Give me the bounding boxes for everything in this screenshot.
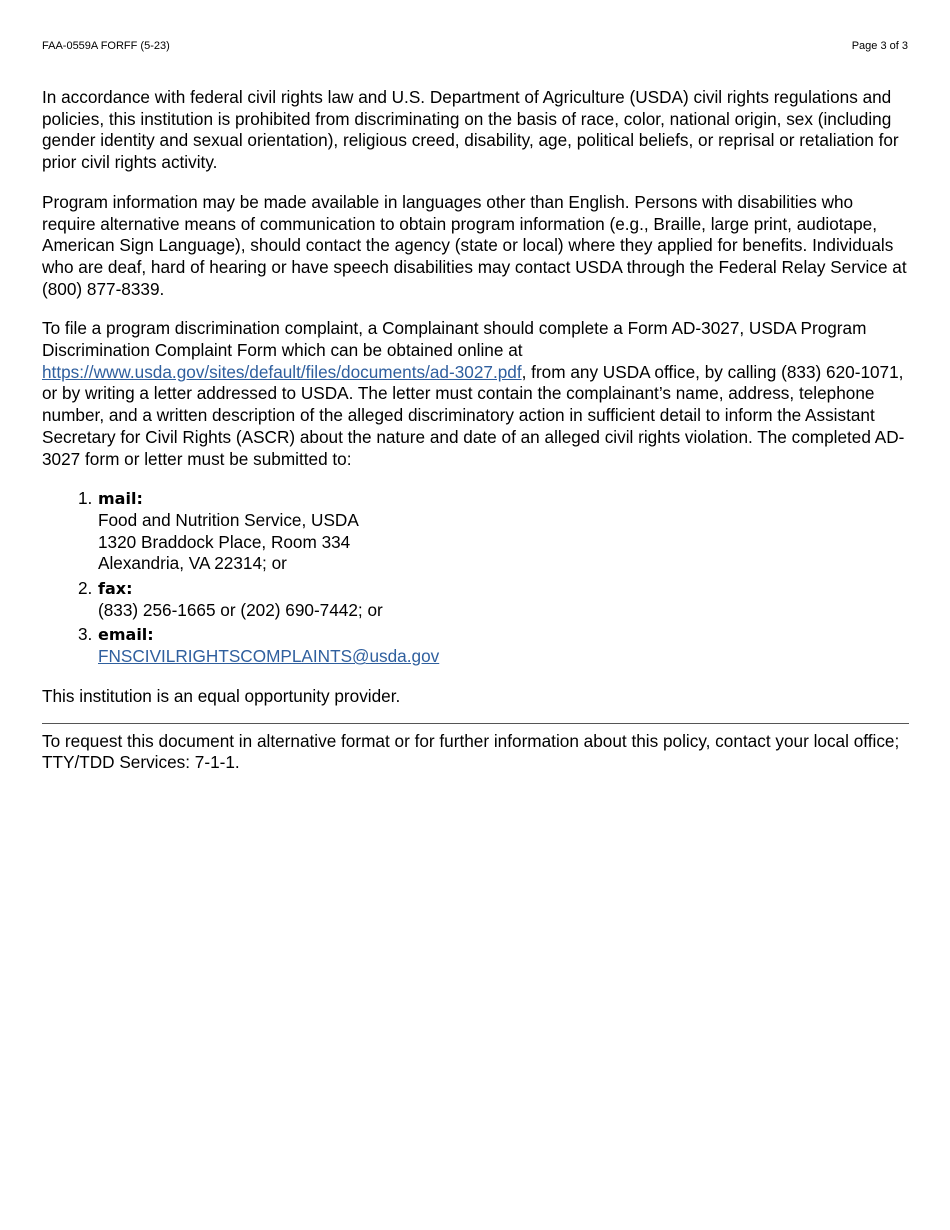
list-item-mail <box>42 488 909 575</box>
document-body <box>42 87 909 792</box>
submission-methods-list <box>42 488 909 668</box>
form-id: FAA-0559A FORFF (5-23) <box>42 40 170 52</box>
list-item-fax <box>42 578 909 621</box>
section-divider <box>42 723 909 724</box>
mail-address-line-3: Alexandria, VA 22314; or <box>98 553 287 574</box>
complaint-text-after-link: , from any USDA office, by calling (833) 620-1071, or by writing a letter addressed to USDA. The letter must contain the complainant’s name, address, telephone number, and a written description of the alleged discriminatory action in sufficient detail to inform the Assistant Secretary for Civil Rights (ASCR) about the nature and date of an alleged civil rights violation. The completed AD-3027 form or letter must be submitted to: <box>42 361 905 469</box>
complaint-instructions-paragraph <box>42 318 909 470</box>
language-accessibility-paragraph: Program information may be made available in languages other than English. Persons with disabilities who require alternative means of communication to obtain program information (e.g., Braille, large print, audiotape, American Sign Language), should contact the agency (state or local) where they applied for benefits. Individuals who are deaf, hard of hearing or have speech disabilities may contact USDA through the Federal Relay Service at (800) 877-8339. <box>42 191 907 299</box>
mail-address-line-1: Food and Nutrition Service, USDA <box>98 509 359 530</box>
list-item-email <box>42 624 909 667</box>
page-header <box>42 39 908 53</box>
complaint-text-before-link: To file a program discrimination complaint, a Complainant should complete a Form AD-3027, USDA Program Discrimination Complaint Form which can be obtained online at <box>42 318 867 361</box>
email-label: email: <box>98 625 154 645</box>
ad-3027-form-link[interactable]: https://www.usda.gov/sites/default/files/documents/ad-3027.pdf <box>42 361 522 382</box>
list-number: 1. <box>78 488 93 509</box>
list-number: 3. <box>78 624 93 645</box>
fax-numbers: (833) 256-1665 or (202) 690-7442; or <box>98 599 383 620</box>
complaints-email-link[interactable]: FNSCIVILRIGHTSCOMPLAINTS@usda.gov <box>98 646 440 667</box>
alternative-format-note: To request this document in alternative format or for further information about this policy, contact your local office; TTY/TDD Services: 7-1-1. <box>42 730 900 773</box>
fax-label: fax: <box>98 579 133 599</box>
email-line <box>98 646 909 668</box>
civil-rights-statement: In accordance with federal civil rights law and U.S. Department of Agriculture (USDA) civil rights regulations and policies, this institution is prohibited from discriminating on the basis of race, color, national origin, sex (including gender identity and sexual orientation), religious creed, disability, age, political beliefs, or reprisal or retaliation for prior civil rights activity. <box>42 87 899 173</box>
mail-label: mail: <box>98 489 143 509</box>
page-number: Page 3 of 3 <box>851 40 908 52</box>
mail-address-line-2: 1320 Braddock Place, Room 334 <box>98 531 351 552</box>
list-number: 2. <box>78 578 93 599</box>
equal-opportunity-statement: This institution is an equal opportunity provider. <box>42 685 401 706</box>
